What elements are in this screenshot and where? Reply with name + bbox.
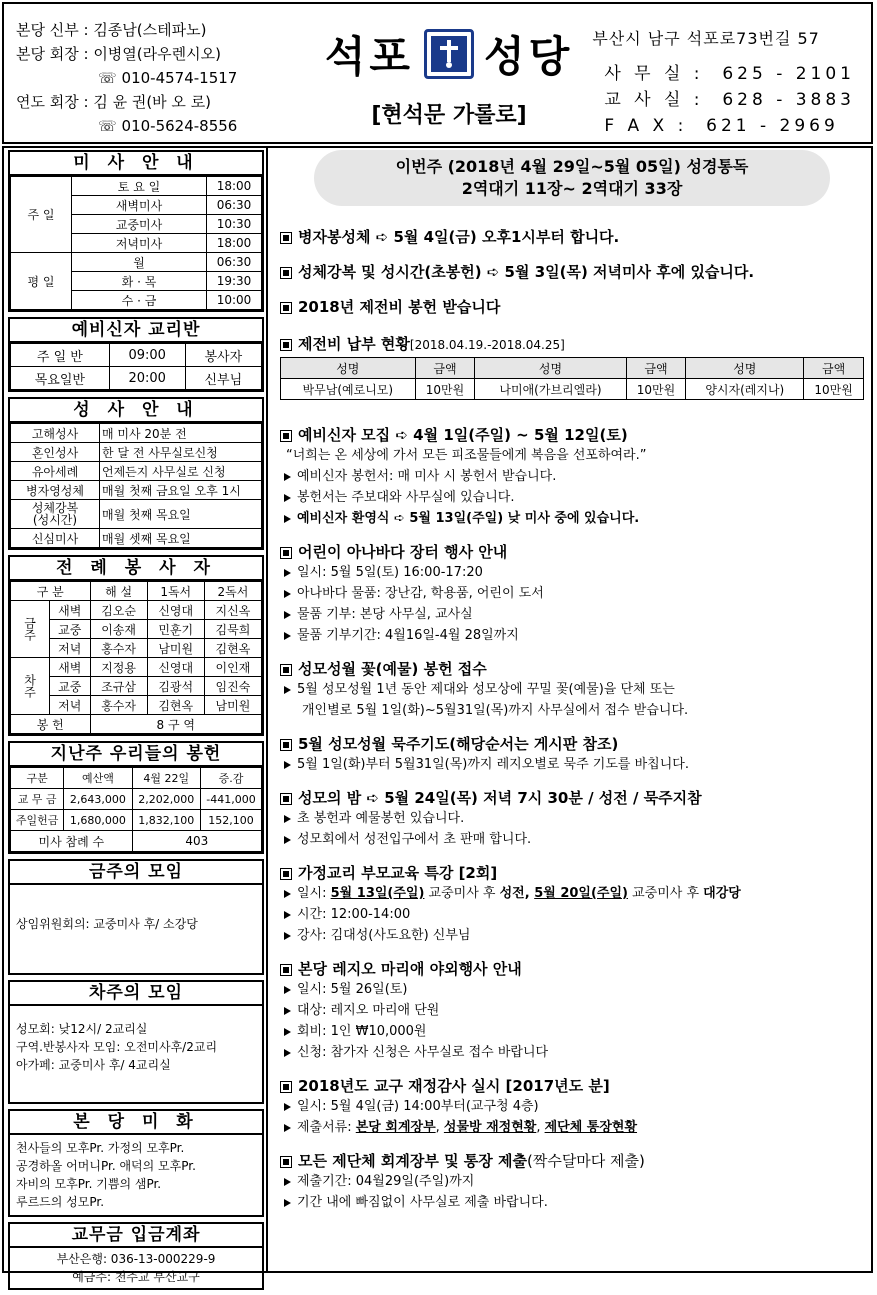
- liturgy-table: [10, 581, 262, 734]
- art-list: [10, 1135, 262, 1215]
- sacrament-title: 성 사 안 내: [10, 399, 262, 423]
- table-row: 미사 참례 수 403: [11, 831, 262, 852]
- list-item: 초 봉헌과 예물봉헌 있습니다.: [280, 808, 864, 829]
- assoc-president: 연도 회장 : 김 윤 권(바 오 로): [16, 93, 212, 111]
- list-item: 예비신자 봉헌서: 매 미사 시 봉헌서 받습니다.: [280, 466, 864, 487]
- bible-reading-banner: [314, 150, 830, 206]
- square-bullet-icon: [280, 430, 292, 442]
- staff-info: [16, 18, 237, 138]
- triangle-bullet-icon: [284, 515, 291, 523]
- list-item: 물품 기부기간: 4월16일-4월 28일까지: [280, 625, 864, 646]
- address: 부산시 남구 석포로73번길 57: [592, 29, 820, 48]
- table-row: 교 무 금 2,643,000 2,202,000 -441,000: [11, 789, 262, 810]
- square-bullet-icon: [280, 267, 292, 279]
- square-bullet-icon: [280, 1081, 292, 1093]
- triangle-bullet-icon: [284, 1178, 291, 1186]
- title-right: 성당: [484, 32, 574, 81]
- sacrament-info: [8, 397, 264, 550]
- subtitle: [현석문 가롤로]: [371, 103, 527, 128]
- weekday-label: 평 일: [11, 253, 72, 310]
- square-bullet-icon: [280, 339, 292, 351]
- triangle-bullet-icon: [284, 1049, 291, 1057]
- bank-account: [8, 1222, 264, 1290]
- notice-fee-status: 제전비 납부 현황[2018.04.19.-2018.04.25]: [280, 333, 864, 354]
- triangle-bullet-icon: [284, 761, 291, 769]
- square-bullet-icon: [280, 547, 292, 559]
- list-item: 시간: 12:00-14:00: [280, 904, 864, 925]
- assoc-phone: ☏ 010-5624-8556: [98, 117, 238, 135]
- list-item: 회비: 1인 ₩10,000원: [280, 1021, 864, 1042]
- catechumen-title: 예비신자 교리반: [10, 319, 262, 343]
- list-item: 5월 성모성월 1년 동안 제대와 성모상에 꾸밀 꽃(예물)을 단체 또는: [280, 679, 864, 700]
- list-item: 공경하올 어머니Pr. 애덕의 모후Pr.: [16, 1159, 196, 1173]
- table-row: 유아세례 언제든지 사무실로 신청: [11, 462, 262, 481]
- triangle-bullet-icon: [284, 1103, 291, 1111]
- table-row: 교중 이송재 민훈기 김묵희: [11, 620, 262, 639]
- triangle-bullet-icon: [284, 1028, 291, 1036]
- list-item: 아가페: 교중미사 후/ 4교리실: [16, 1058, 171, 1072]
- next-week-meetings: [8, 980, 264, 1104]
- bank-number: 부산은행: 036-13-000229-9: [56, 1252, 216, 1266]
- list-item: 성모회에서 성전입구에서 초 판매 합니다.: [280, 829, 864, 850]
- banner-line1: 이번주 (2018년 4월 29일~5월 05일) 성경통독: [395, 157, 749, 176]
- triangle-bullet-icon: [284, 890, 291, 898]
- square-bullet-icon: [280, 302, 292, 314]
- collection-title: 지난주 우리들의 봉헌: [10, 743, 262, 767]
- list-item: 루르드의 성모Pr.: [16, 1195, 105, 1209]
- title-left: 석포: [324, 32, 414, 81]
- list-item: 일시: 5월 13일(주일) 교중미사 후 성전, 5월 20일(주일) 교중미사 후 대강당: [280, 883, 864, 904]
- square-bullet-icon: [280, 964, 292, 976]
- banner-line2: 2역대기 11장~ 2역대기 33장: [461, 179, 683, 198]
- table-row: 성명 금액 성명 금액 성명 금액: [281, 358, 864, 379]
- table-row: 주일헌금 1,680,000 1,832,100 152,100: [11, 810, 262, 831]
- table-row: 주 일 토 요 일 18:00: [11, 177, 262, 196]
- this-meeting-text: 상임위원회의: 교중미사 후/ 소강당: [16, 917, 198, 931]
- list-item: 일시: 5월 26일(토): [280, 979, 864, 1000]
- list-item: 예비신자 환영식 ➪ 5월 13일(주일) 낮 미사 중에 있습니다.: [280, 508, 864, 529]
- flower-art: [8, 1109, 264, 1217]
- table-row: 저녁 홍수자 김현옥 남미원: [11, 696, 262, 715]
- notice-flower-offering: 성모성월 꽃(예물) 봉헌 접수: [280, 658, 864, 679]
- notice-adoration: 성체강복 및 성시간(초봉헌) ➪ 5월 3일(목) 저녁미사 후에 있습니다.: [280, 261, 864, 282]
- square-bullet-icon: [280, 664, 292, 676]
- table-row: 교중 조규삼 김광석 임진숙: [11, 677, 262, 696]
- this-week-meetings: [8, 859, 264, 975]
- office-phone: 사 무 실 : 625 - 2101: [604, 64, 855, 84]
- next-meeting-list: [10, 1006, 262, 1080]
- column-divider: [266, 146, 268, 1273]
- square-bullet-icon: [280, 232, 292, 244]
- account-info: [10, 1248, 262, 1288]
- table-row: 목요일반 20:00 신부님: [11, 367, 262, 390]
- table-row: 저녁 홍수자 남미원 김현옥: [11, 639, 262, 658]
- table-row: 봉 헌 8 구 역: [11, 715, 262, 734]
- table-row: 병자영성체 매월 첫째 금요일 오후 1시: [11, 481, 262, 500]
- contact-info: [592, 26, 855, 139]
- pastor: 본당 신부 : 김종남(스테파노): [16, 21, 207, 39]
- fee-table: [280, 357, 864, 400]
- notice-altar-fee: 2018년 제전비 봉헌 받습니다: [280, 296, 864, 317]
- square-bullet-icon: [280, 1156, 292, 1168]
- triangle-bullet-icon: [284, 494, 291, 502]
- list-item: 대상: 레지오 마리애 단원: [280, 1000, 864, 1021]
- liturgy-servers: [8, 555, 264, 736]
- triangle-bullet-icon: [284, 1199, 291, 1207]
- table-row: 차주 새벽 지정용 신영대 이인재: [11, 658, 262, 677]
- list-item: 기간 내에 빠짐없이 사무실로 제출 바랍니다.: [280, 1192, 864, 1213]
- left-column: [8, 150, 264, 1295]
- account-title: 교무금 입금계좌: [10, 1224, 262, 1248]
- list-item: 신청: 참가자 신청은 사무실로 접수 바랍니다: [280, 1042, 864, 1063]
- collection-report: [8, 741, 264, 854]
- sunday-label: 주 일: [11, 177, 72, 253]
- square-bullet-icon: [280, 793, 292, 805]
- triangle-bullet-icon: [284, 569, 291, 577]
- table-row: 교중미사 10:30: [11, 215, 262, 234]
- notice-catechumen-recruit: 예비신자 모집 ➪ 4월 1일(주일) ~ 5월 12일(토): [280, 424, 864, 445]
- list-item: 제출서류: 본당 회계장부, 성물방 재정현황, 제단체 통장현황: [280, 1117, 864, 1138]
- notice-marian-night: 성모의 밤 ➪ 5월 24일(목) 저녁 7시 30분 / 성전 / 묵주지참: [280, 787, 864, 808]
- church-title: [304, 24, 594, 129]
- right-column: [280, 150, 864, 1213]
- table-row: 박무남(예로니모) 10만원 나미애(가브리엘라) 10만원 양시자(레지나) 10만원: [281, 379, 864, 400]
- fax-number: F A X : 621 - 2969: [604, 116, 839, 136]
- notice-parent-education: 가정교리 부모교육 특강 [2회]: [280, 862, 864, 883]
- triangle-bullet-icon: [284, 1124, 291, 1132]
- president: 본당 회장 : 이병열(라우렌시오): [16, 45, 221, 63]
- triangle-bullet-icon: [284, 815, 291, 823]
- list-item: 제출기간: 04월29일(주일)까지: [280, 1171, 864, 1192]
- triangle-bullet-icon: [284, 686, 291, 694]
- list-item: 성모회: 낮12시/ 2교리실: [16, 1022, 148, 1036]
- mass-table: [10, 176, 262, 310]
- square-bullet-icon: [280, 739, 292, 751]
- president-phone: ☏ 010-4574-1517: [98, 69, 238, 87]
- table-row: 성체강복 (성시간) 매월 첫째 목요일: [11, 500, 262, 529]
- notice-legio-outing: 본당 레지오 마리애 야외행사 안내: [280, 958, 864, 979]
- recruit-quote: “너희는 온 세상에 가서 모든 피조물들에게 복음을 선포하여라.”: [286, 448, 647, 463]
- mass-title: 미 사 안 내: [10, 152, 262, 176]
- next-meeting-title: 차주의 모임: [10, 982, 262, 1006]
- list-item: 일시: 5월 4일(금) 14:00부터(교구청 4층): [280, 1096, 864, 1117]
- table-row: 화 · 목 19:30: [11, 272, 262, 291]
- mass-schedule: [8, 150, 264, 312]
- list-item: 구역.반봉사자 모임: 오전미사후/2교리: [16, 1040, 218, 1054]
- table-row: 금주 새벽 김오순 신영대 지신옥: [11, 601, 262, 620]
- catechumen-table: [10, 343, 262, 390]
- triangle-bullet-icon: [284, 932, 291, 940]
- table-row: 수 · 금 10:00: [11, 291, 262, 310]
- notice-account-submission: 모든 제단체 회계장부 및 통장 제출(짝수달마다 제출): [280, 1150, 864, 1171]
- triangle-bullet-icon: [284, 611, 291, 619]
- list-item: 아나바다 물품: 장난감, 학용품, 어린이 도서: [280, 583, 864, 604]
- table-row: 신심미사 매월 셋째 목요일: [11, 529, 262, 548]
- triangle-bullet-icon: [284, 911, 291, 919]
- table-row: 구분 예산액 4월 22일 증.감: [11, 768, 262, 789]
- notice-rosary: 5월 성모성월 묵주기도(해당순서는 게시판 참조): [280, 733, 864, 754]
- square-bullet-icon: [280, 868, 292, 880]
- table-row: 새벽미사 06:30: [11, 196, 262, 215]
- list-item: 강사: 김대성(사도요한) 신부님: [280, 925, 864, 946]
- table-row: 평 일 월 06:30: [11, 253, 262, 272]
- list-item: 봉헌서는 주보대와 사무실에 있습니다.: [280, 487, 864, 508]
- notice-financial-audit: 2018년도 교구 재정감사 실시 [2017년도 분]: [280, 1075, 864, 1096]
- list-item: 자비의 모후Pr. 기쁨의 샘Pr.: [16, 1177, 162, 1191]
- list-item: 5월 1일(화)부터 5월31일(목)까지 레지오별로 묵주 기도를 바칩니다.: [280, 754, 864, 775]
- triangle-bullet-icon: [284, 986, 291, 994]
- bulletin-header: [2, 2, 873, 144]
- triangle-bullet-icon: [284, 836, 291, 844]
- collection-table: [10, 767, 262, 852]
- this-meeting-title: 금주의 모임: [10, 861, 262, 885]
- cross-emblem-icon: [424, 29, 474, 79]
- list-item: 천사들의 모후Pr. 가정의 모후Pr.: [16, 1141, 185, 1155]
- triangle-bullet-icon: [284, 632, 291, 640]
- triangle-bullet-icon: [284, 473, 291, 481]
- list-item-continued: 개인별로 5월 1일(화)~5월31일(목)까지 사무실에서 접수 받습니다.: [302, 703, 689, 718]
- triangle-bullet-icon: [284, 1007, 291, 1015]
- list-item: 물품 기부: 본당 사무실, 교사실: [280, 604, 864, 625]
- notice-anabada-market: 어린이 아나바다 장터 행사 안내: [280, 541, 864, 562]
- rectory-phone: 교 사 실 : 628 - 3883: [604, 90, 855, 110]
- table-row: 고해성사 매 미사 20분 전: [11, 424, 262, 443]
- liturgy-title: 전 례 봉 사 자: [10, 557, 262, 581]
- table-row: 혼인성사 한 달 전 사무실로신청: [11, 443, 262, 462]
- catechumen-class: [8, 317, 264, 392]
- account-holder: 예금주: 천주교 부산교구: [72, 1270, 200, 1284]
- list-item: 일시: 5월 5일(토) 16:00-17:20: [280, 562, 864, 583]
- table-row: 저녁미사 18:00: [11, 234, 262, 253]
- table-row: 구 분 해 설 1독서 2독서: [11, 582, 262, 601]
- notice-sick-communion: 병자봉성체 ➪ 5월 4일(금) 오후1시부터 합니다.: [280, 226, 864, 247]
- triangle-bullet-icon: [284, 590, 291, 598]
- sacrament-table: [10, 423, 262, 548]
- table-row: 주 일 반 09:00 봉사자: [11, 344, 262, 367]
- art-title: 본 당 미 화: [10, 1111, 262, 1135]
